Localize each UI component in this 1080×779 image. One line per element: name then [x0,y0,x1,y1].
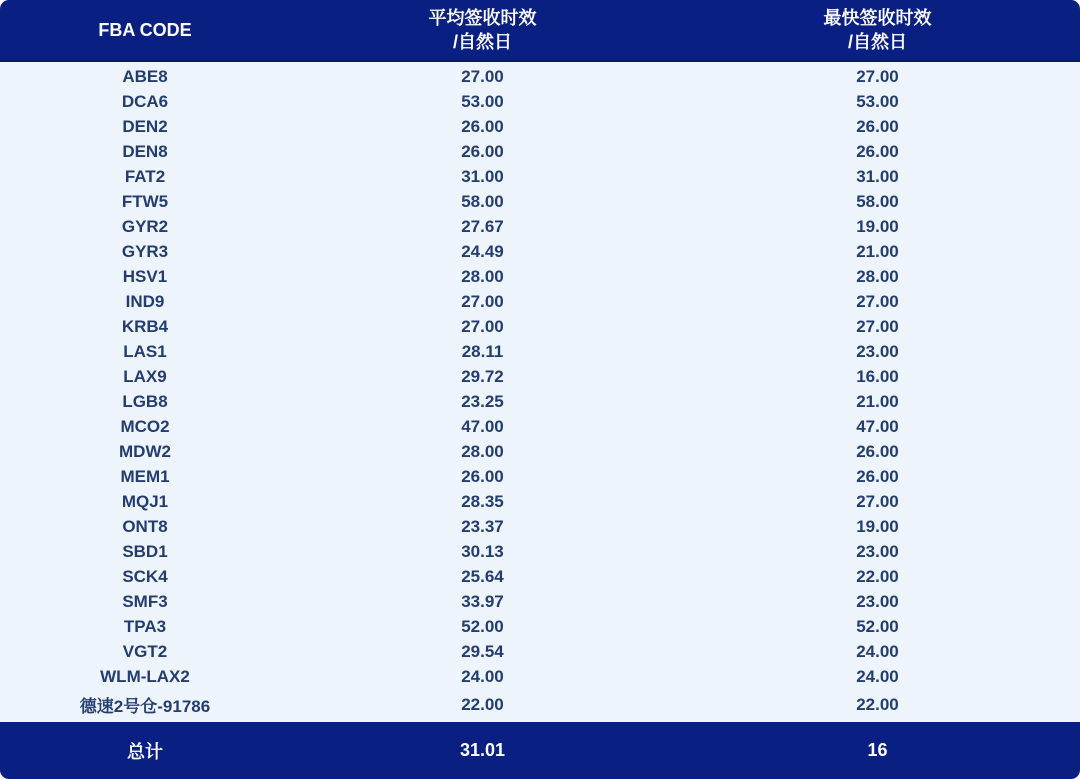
row-avg: 53.00 [461,91,504,111]
table-row [0,64,1080,89]
row-code: MDW2 [119,441,171,461]
table-row [0,289,1080,314]
table-row [0,139,1080,164]
table-row [0,214,1080,239]
row-fastest: 19.00 [856,216,899,236]
row-avg: 22.00 [461,694,504,714]
row-code: GYR2 [121,216,169,236]
column-header-fastest-time-line1: 最快签收时效 [823,8,932,28]
row-avg: 25.64 [461,567,504,587]
row-code: GYR3 [121,241,169,261]
row-fastest: 24.00 [856,642,899,662]
row-fastest: 27.00 [856,66,899,86]
row-fastest: 52.00 [856,617,899,637]
table-row [0,314,1080,339]
row-avg: 26.00 [461,116,504,136]
row-code: LGB8 [122,391,168,411]
table-row [0,414,1080,439]
table-row [0,239,1080,264]
row-code: KRB4 [121,316,169,336]
column-header-avg-time-line1: 平均签收时效 [428,8,537,28]
row-code: WLM-LAX2 [100,667,190,687]
table-header-row [0,0,1080,62]
row-fastest: 19.00 [856,517,899,537]
row-fastest: 23.00 [856,542,899,562]
row-code: 德速2号仓-91786 [79,697,211,717]
total-fastest-value: 16 [867,740,888,760]
row-fastest: 28.00 [856,266,899,286]
table-row [0,389,1080,414]
table-body [0,62,1080,722]
row-fastest: 26.00 [856,467,899,487]
row-fastest: 22.00 [856,567,899,587]
row-code: MCO2 [120,416,170,436]
row-code: LAX9 [123,366,167,386]
row-fastest: 26.00 [856,441,899,461]
row-code: IND9 [125,291,165,311]
row-code: FAT2 [124,166,166,186]
row-code: HSV1 [122,266,168,286]
row-avg: 28.35 [461,492,504,512]
table-row [0,540,1080,565]
row-code: MEM1 [120,467,170,487]
row-fastest: 27.00 [856,316,899,336]
row-avg: 31.00 [461,166,504,186]
table-row [0,590,1080,615]
table-total-row [0,722,1080,779]
table-row [0,89,1080,114]
row-fastest: 58.00 [856,191,899,211]
table-row [0,439,1080,464]
row-fastest: 27.00 [856,492,899,512]
row-fastest: 31.00 [856,166,899,186]
row-avg: 26.00 [461,141,504,161]
column-header-avg-time-line2: /自然日 [452,32,512,52]
row-avg: 27.00 [461,66,504,86]
row-avg: 23.37 [461,517,504,537]
row-fastest: 53.00 [856,91,899,111]
row-fastest: 47.00 [856,416,899,436]
row-fastest: 21.00 [856,241,899,261]
row-code: ABE8 [122,66,168,86]
row-code: LAS1 [123,341,167,361]
row-code: SMF3 [122,592,168,612]
row-avg: 28.00 [461,441,504,461]
table-row [0,189,1080,214]
row-avg: 26.00 [461,467,504,487]
row-avg: 52.00 [461,617,504,637]
row-avg: 30.13 [461,542,504,562]
column-header-fastest-time-line2: /自然日 [847,32,907,52]
row-fastest: 16.00 [856,366,899,386]
row-avg: 27.00 [461,291,504,311]
row-code: SBD1 [122,542,168,562]
table-row [0,640,1080,665]
row-avg: 58.00 [461,191,504,211]
row-fastest: 24.00 [856,667,899,687]
table-row [0,565,1080,590]
row-avg: 27.67 [461,216,504,236]
row-fastest: 26.00 [856,141,899,161]
row-fastest: 27.00 [856,291,899,311]
row-avg: 27.00 [461,316,504,336]
total-avg-value: 31.01 [459,740,506,760]
row-fastest: 23.00 [856,592,899,612]
table-row [0,264,1080,289]
table-row [0,515,1080,540]
table-row [0,339,1080,364]
column-header-fba-code-label: FBA CODE [98,19,192,40]
row-avg: 24.49 [461,241,504,261]
table-row [0,615,1080,640]
column-header-avg-time [290,6,675,54]
row-code: MQJ1 [121,492,169,512]
row-fastest: 23.00 [856,341,899,361]
row-avg: 28.11 [461,341,504,361]
row-code: SCK4 [122,567,168,587]
row-avg: 33.97 [461,592,504,612]
row-avg: 29.72 [461,366,504,386]
row-code: FTW5 [121,191,169,211]
table-row [0,690,1080,720]
table-row [0,490,1080,515]
row-avg: 29.54 [461,642,504,662]
row-code: VGT2 [122,642,168,662]
row-fastest: 21.00 [856,391,899,411]
row-avg: 24.00 [461,667,504,687]
column-header-fastest-time [675,6,1080,54]
row-code: ONT8 [122,517,168,537]
row-code: DEN8 [122,141,168,161]
table-row [0,114,1080,139]
row-code: DCA6 [121,91,169,111]
table-row [0,665,1080,690]
table-row [0,465,1080,490]
row-fastest: 22.00 [856,694,899,714]
row-avg: 28.00 [461,266,504,286]
column-header-fba-code [0,20,290,41]
row-avg: 47.00 [461,416,504,436]
table-row [0,364,1080,389]
table-row [0,164,1080,189]
row-fastest: 26.00 [856,116,899,136]
row-code: TPA3 [123,617,167,637]
row-avg: 23.25 [461,391,504,411]
total-label: 总计 [127,741,163,762]
row-code: DEN2 [122,116,168,136]
